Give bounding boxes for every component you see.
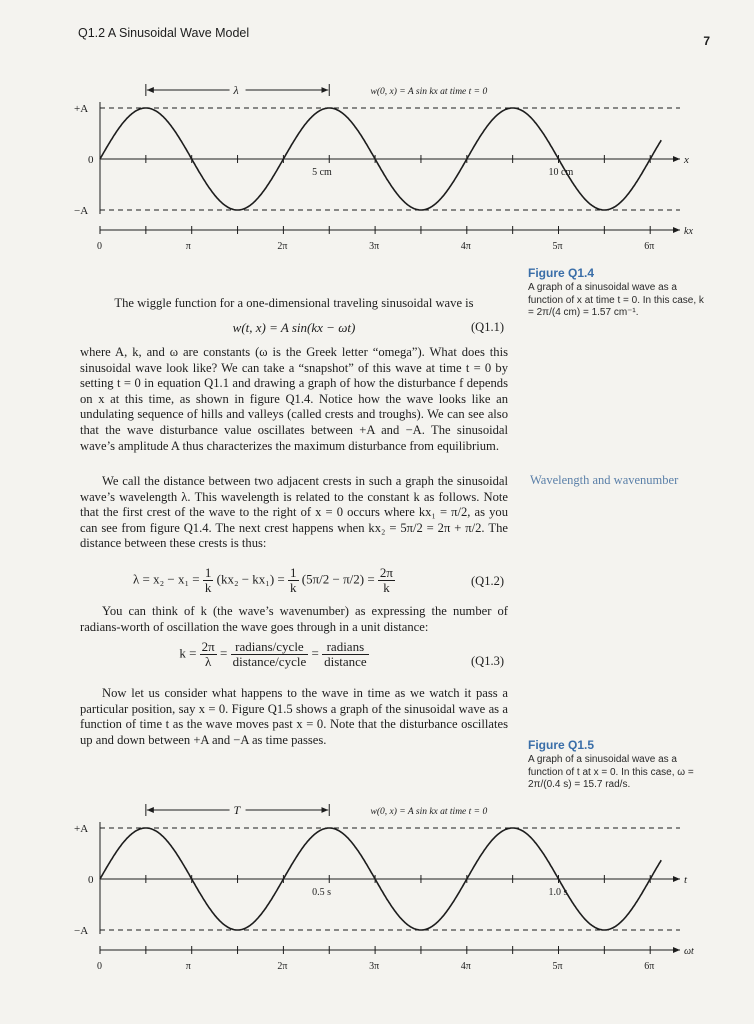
marker-label-2: 1.0 s [548, 887, 568, 898]
figure-q1-4-caption-title: Figure Q1.4 [528, 266, 595, 280]
zero-label: 0 [88, 874, 94, 886]
figure-title-label: w(0, x) = A sin kx at time t = 0 [370, 807, 488, 817]
marker-label-1: 0.5 s [312, 887, 331, 898]
equation-q1-3: k = $\frac{2\pi}{\lambda}$ = $\frac{\text{radians/cycle}}{\text{distance/cycle}}$ = $\frac{\text{radians}}{\text{distance}}$ (Q1.3) [179, 639, 504, 669]
sidebar-heading: Wavelength and wavenumber [530, 473, 679, 487]
eq2-fraction-1-num: 1 [204, 565, 212, 580]
eq2-mid: (kx₂ − kx₁) = [216, 571, 285, 587]
figure-title-label: w(0, x) = A sin kx at time t = 0 [370, 87, 488, 97]
equation-q1-3-label: (Q1.3) [471, 654, 504, 668]
paragraph-1: The wiggle function for a one-dimensional traveling sinusoidal wave is [114, 296, 474, 310]
equation-q1-1-label: (Q1.1) [471, 320, 504, 334]
figure-q1-4-caption-text: A graph of a sinusoidal wave as a function of x at time t = 0. In this case, k = 2π/(4 cm) = 1.57 cm⁻¹. [528, 282, 704, 318]
tick-label: π [185, 961, 191, 972]
page-number: 7 [703, 34, 710, 48]
tick-label: 0 [97, 961, 102, 972]
tick-label: 5π [552, 241, 563, 252]
tick-label: 2π [277, 241, 288, 252]
paragraph-5: Now let us consider what happens to the wave in time as we watch it pass a particular position, say x = 0. Figure Q1.5 shows a graph of the sinusoidal wave as a function of time t as the wave moves past x = 0. Note that the disturbance oscillates up and down between +A and −A as time passes. [80, 686, 508, 747]
figure-q1-4-caption [528, 266, 708, 320]
figure-q1-5-caption-title: Figure Q1.5 [528, 738, 595, 752]
equation-q1-2-label: (Q1.2) [471, 574, 504, 588]
tick-label: 4π [460, 961, 471, 972]
eq2-fraction-2 [288, 566, 299, 595]
equation-q1-1-body: w(t, x) = A sin(kx − ωt) [232, 320, 356, 335]
eq2-fraction-3-num: 2π [379, 565, 393, 580]
eq2-fraction-2-num: 1 [290, 565, 297, 580]
tick-label: 5π [552, 961, 563, 972]
equation-q1-2 [80, 566, 508, 595]
eq2-fraction-1-den: k [204, 580, 212, 595]
axis-label: x [684, 154, 689, 166]
tick-label: π [185, 241, 191, 252]
bottom-axis-label: ωt [684, 946, 694, 957]
zero-label: 0 [88, 154, 94, 166]
eq2-fraction-3 [378, 566, 395, 595]
tick-label: 3π [369, 241, 380, 252]
tick-label: 3π [369, 961, 380, 972]
figure-q1-4 [0, 80, 754, 260]
period-symbol: λ [233, 83, 239, 97]
eq2-fraction-1 [203, 566, 214, 595]
eq3-fraction-3 [322, 640, 369, 669]
minus-a-label: −A [74, 925, 89, 937]
tick-label: 4π [460, 241, 471, 252]
eq2-fraction-3-den: k [383, 580, 390, 595]
tick-label: 2π [277, 961, 288, 972]
eq3-fraction-1 [200, 640, 217, 669]
eq2-paren: (5π/2 − π/2) = [301, 571, 375, 587]
axis-label: t [684, 874, 688, 886]
eq3-fraction-1-den: λ [205, 654, 212, 669]
eq3-fraction-2-num: radians/cycle [231, 640, 309, 655]
paragraph-2: where A, k, and ω are constants (ω is the Greek letter “omega”). What does this sinusoidal wave look like? We can take a “snapshot” of this wave at time t = 0 by setting t = 0 in equation Q1.1 and drawing a graph of how the disturbance f depends on x at this time, as shown in figure Q1.4. Notice how the wave looks like an undulating sequence of hills and valleys (called crests and troughs). We can see also that the wave disturbance value oscillates between +A and −A. The sinusoidal wave’s amplitude A thus characterizes the maximum disturbance from equilibrium. [80, 345, 508, 453]
eq3-fraction-2 [231, 640, 309, 669]
figure-q1-5-caption-text: A graph of a sinusoidal wave as a function of t at x = 0. In this case, ω = 2π/(0.4 s) = 15.7 rad/s. [528, 754, 694, 790]
plus-a-label: +A [74, 103, 89, 115]
bottom-axis-label: kx [684, 226, 693, 237]
section-header: Q1.2 A Sinusoidal Wave Model [78, 26, 250, 40]
tick-label: 0 [97, 241, 102, 252]
paragraph-4: You can think of k (the wave’s wavenumber) as expressing the number of radians-worth of oscillation the wave goes through in a unit distance: [80, 604, 508, 634]
eq3-fraction-3-num: radians [322, 640, 369, 655]
figure-q1-5-caption [528, 738, 708, 792]
figure-q1-5 [0, 800, 754, 980]
eq3-fraction-2-den: distance/cycle [232, 654, 307, 669]
eq3-fraction-3-den: distance [324, 654, 367, 669]
equation-q1-1 [80, 320, 508, 336]
eq3-fraction-1-num: 2π [201, 639, 215, 654]
marker-label-2: 10 cm [548, 167, 574, 178]
minus-a-label: −A [74, 205, 89, 217]
eq2-fraction-2-den: k [290, 580, 297, 595]
marker-label-1: 5 cm [312, 167, 332, 178]
eq3-k: k = [179, 645, 197, 661]
plus-a-label: +A [74, 823, 89, 835]
tick-label: 6π [644, 241, 655, 252]
tick-label: 6π [644, 961, 655, 972]
paragraph-3: We call the distance between two adjacent crests in such a graph the sinusoidal wave’s wavelength λ. This wavelength is related to the constant k as follows. Note that the first crest of the wave to the right of x = 0 occurs where kx₁ = π/2, as you can see from figure Q1.4. The next crest happens when kx₂ = 5π/2 = 2π + π/2. The distance between these crests is thus: [80, 474, 508, 551]
period-symbol: T [233, 803, 241, 817]
eq2-left: λ = x₂ − x₁ = [132, 571, 200, 587]
